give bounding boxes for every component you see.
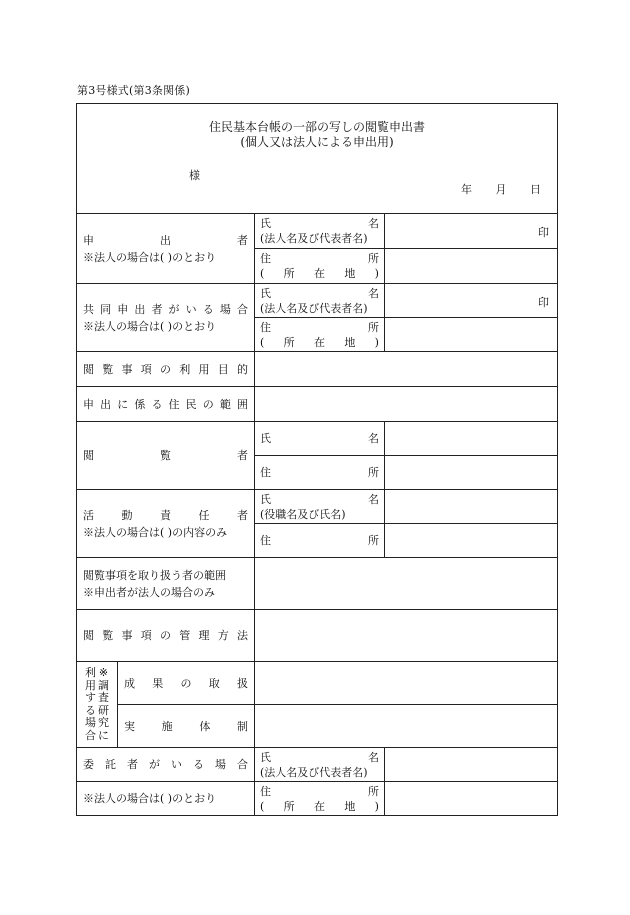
- purpose-field[interactable]: [255, 352, 558, 387]
- viewer-name-field[interactable]: [385, 422, 558, 456]
- activity-name-label: 氏 名 (役職名及び氏名): [255, 490, 385, 524]
- viewer-label: 閲 覧 者: [77, 422, 255, 490]
- activity-manager-label: 活 動 責 任 者 ※法人の場合は( )の内容のみ: [77, 490, 255, 558]
- applicant-address-field[interactable]: [385, 249, 558, 284]
- research-group-label: [77, 662, 118, 748]
- co-applicant-name-label: 氏 名 (法人名及び代表者名): [255, 284, 385, 318]
- activity-corp-note: ※法人の場合は( )の内容のみ: [83, 525, 228, 539]
- activity-address-field[interactable]: [385, 524, 558, 558]
- applicant-address-label: 住 所 ( 所 在 地 ): [255, 249, 385, 284]
- scope-label: 申 出 に 係 る 住 民 の 範 囲: [77, 387, 255, 422]
- co-applicant-seal-mark: 印: [538, 296, 549, 309]
- consignee-label: 委 託 者 が い る 場 合: [77, 748, 255, 782]
- date-year-label: 年: [461, 183, 472, 196]
- research-structure-label: 実 施 体 制: [118, 705, 255, 748]
- purpose-label: 閲 覧 事 項 の 利 用 目 的: [77, 352, 255, 387]
- handlers-scope-field[interactable]: [255, 558, 558, 610]
- consignee-address-label: 住 所 ( 所 在 地 ): [255, 782, 385, 816]
- applicant-name-label: 氏 名 (法人名及び代表者名): [255, 214, 385, 249]
- research-results-field[interactable]: [255, 662, 558, 705]
- applicant-name-field[interactable]: [385, 214, 558, 249]
- research-group-col1: 利 用 す る 場 合: [85, 666, 96, 742]
- viewer-name-label: 氏 名: [255, 422, 385, 456]
- research-structure-field[interactable]: [255, 705, 558, 748]
- addressee-honorific: 様: [189, 169, 200, 182]
- research-results-label: 成 果 の 取 扱: [118, 662, 255, 705]
- form-header: [77, 104, 558, 214]
- viewer-address-field[interactable]: [385, 456, 558, 490]
- date-line: [461, 181, 541, 197]
- consignee-name-label: 氏 名 (法人名及び代表者名): [255, 748, 385, 782]
- applicant-corp-note: ※法人の場合は( )のとおり: [83, 250, 217, 264]
- applicant-label-text: 申 出 者: [83, 233, 248, 247]
- handlers-scope-label: 閲覧事項を取り扱う者の範囲 ※申出者が法人の場合のみ: [77, 558, 255, 610]
- management-method-label: 閲 覧 事 項 の 管 理 方 法: [77, 610, 255, 662]
- consignee-name-field[interactable]: [385, 748, 558, 782]
- co-applicant-label: [77, 284, 255, 352]
- activity-name-field[interactable]: [385, 490, 558, 524]
- applicant-label: [77, 214, 255, 284]
- application-form-table: [76, 103, 558, 816]
- applicant-seal-mark: 印: [538, 226, 549, 239]
- scope-field[interactable]: [255, 387, 558, 422]
- date-day-label: 日: [530, 183, 541, 196]
- date-month-label: 月: [495, 183, 507, 196]
- activity-address-label: 住 所: [255, 524, 385, 558]
- document-subtitle: (個人又は法人による申出用): [240, 135, 394, 149]
- co-applicant-label-text: 共 同 申 出 者 が い る 場 合: [83, 302, 248, 316]
- co-applicant-name-field[interactable]: [385, 284, 558, 318]
- viewer-address-label: 住 所: [255, 456, 385, 490]
- co-applicant-corp-note: ※法人の場合は( )のとおり: [83, 319, 217, 333]
- form-label: 第3号様式(第3条関係): [77, 84, 190, 97]
- management-method-field[interactable]: [255, 610, 558, 662]
- consignee-corp-note: ※法人の場合は( )のとおり: [77, 782, 255, 816]
- co-applicant-address-label: 住 所 ( 所 在 地 ): [255, 318, 385, 352]
- co-applicant-address-field[interactable]: [385, 318, 558, 352]
- consignee-address-field[interactable]: [385, 782, 558, 816]
- research-group-col2: ※ 調 査 研 究 に: [98, 666, 109, 742]
- document-title: 住民基本台帳の一部の写しの閲覧申出書: [208, 120, 425, 134]
